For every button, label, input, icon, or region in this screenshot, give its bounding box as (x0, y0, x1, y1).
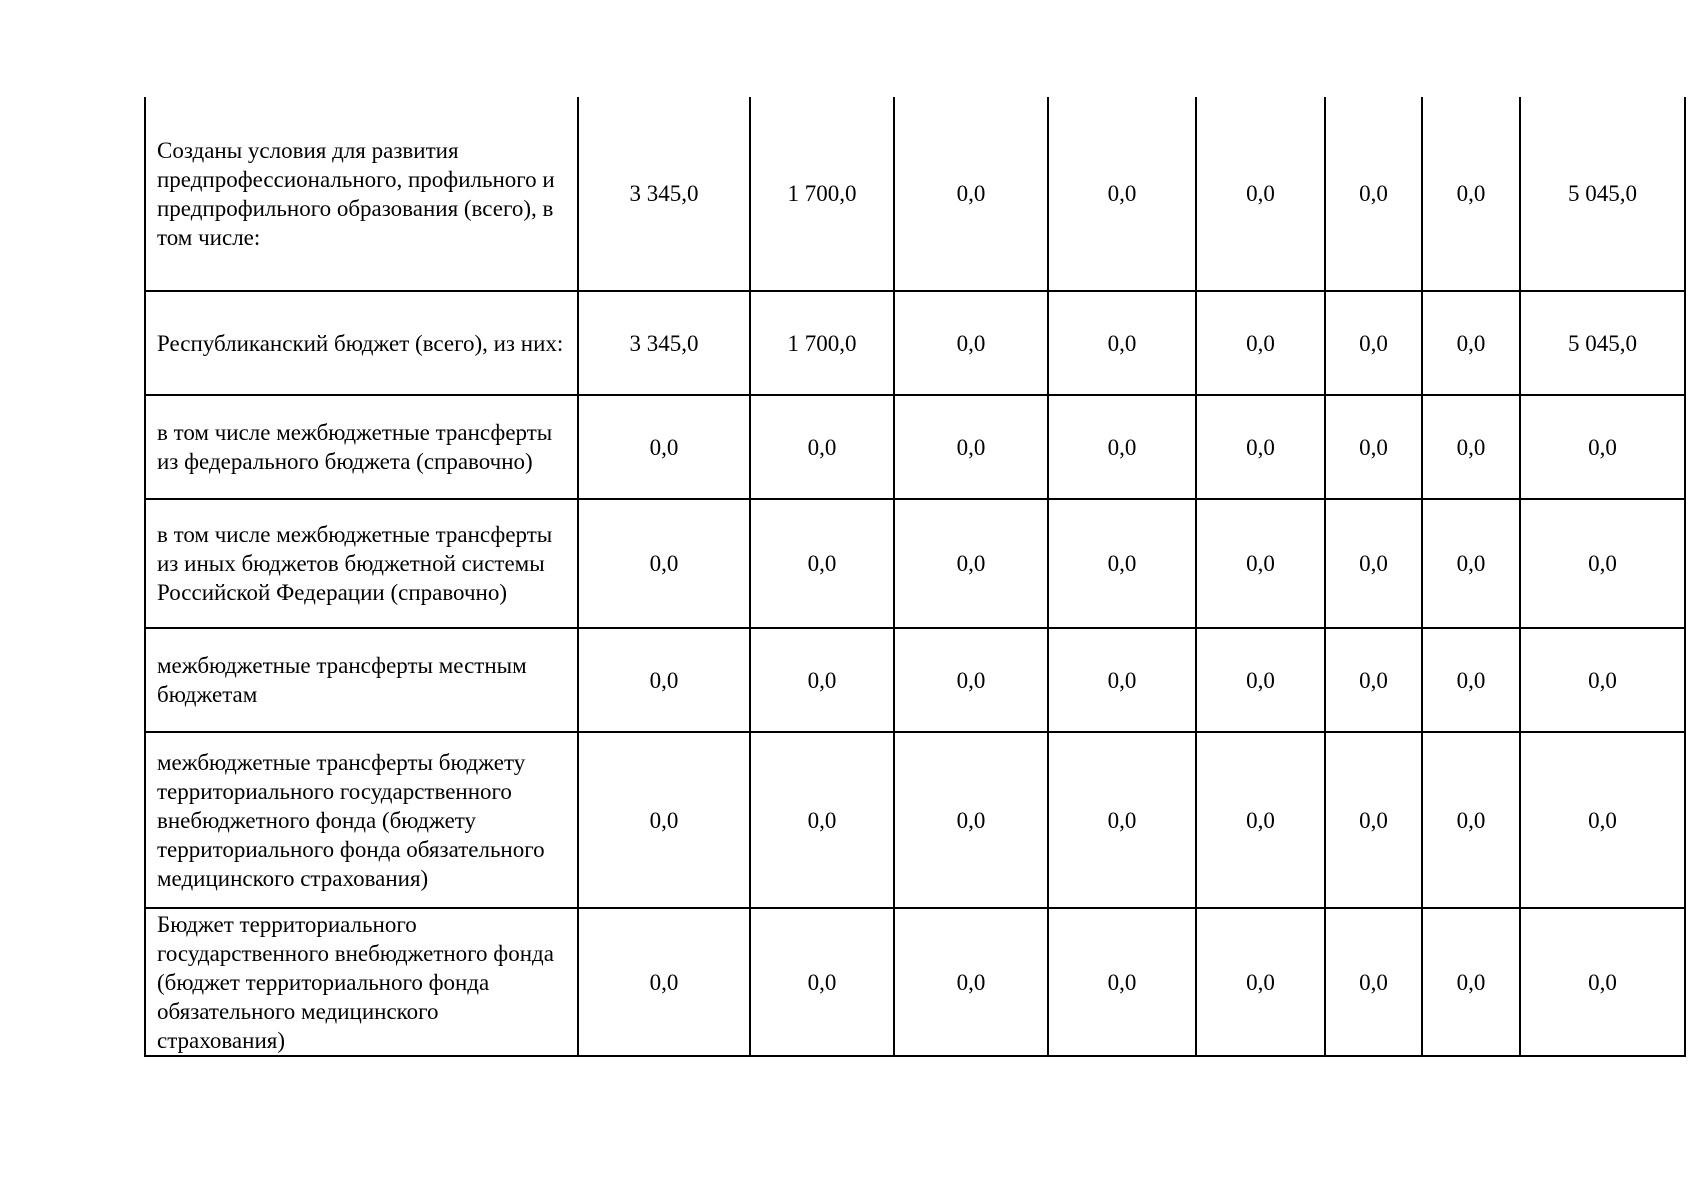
table-cell: 0,0 (1196, 97, 1325, 291)
table-row (145, 499, 1685, 628)
table-cell: 0,0 (578, 499, 750, 628)
table-cell: 0,0 (1520, 628, 1685, 732)
table-cell: 0,0 (1196, 628, 1325, 732)
table-cell: 0,0 (1520, 908, 1685, 1056)
table-cell: 0,0 (1422, 628, 1520, 732)
table-cell: 0,0 (1325, 97, 1422, 291)
row-label (145, 291, 578, 395)
table-cell: 3 345,0 (578, 291, 750, 395)
row-label (145, 732, 578, 908)
table-cell: 0,0 (1422, 908, 1520, 1056)
table-cell: 0,0 (894, 97, 1048, 291)
row-label-text: межбюджетные трансферты местным бюджетам (157, 653, 527, 707)
row-label-text: Созданы условия для развития предпрофессионального, профильного и предпрофильного образования (всего), в том числе: (157, 137, 555, 250)
row-label-text: межбюджетные трансферты бюджету территориального государственного внебюджетного фонда (бюджету территориального фонда обязательного медицинского страхования) (157, 749, 545, 891)
table-cell: 0,0 (1325, 732, 1422, 908)
table-cell: 0,0 (894, 732, 1048, 908)
table-cell: 0,0 (894, 908, 1048, 1056)
table-cell: 0,0 (1048, 732, 1196, 908)
table-cell: 0,0 (1422, 499, 1520, 628)
table-cell: 0,0 (750, 628, 894, 732)
table-row (145, 628, 1685, 732)
table-cell: 0,0 (578, 732, 750, 908)
row-label (145, 499, 578, 628)
table-cell: 0,0 (894, 395, 1048, 499)
table-cell: 0,0 (750, 395, 894, 499)
table-cell: 0,0 (1325, 395, 1422, 499)
table-cell: 0,0 (1325, 499, 1422, 628)
table-cell: 0,0 (1196, 732, 1325, 908)
table-cell: 0,0 (750, 732, 894, 908)
table-cell: 0,0 (1325, 908, 1422, 1056)
table-cell: 0,0 (894, 628, 1048, 732)
table-cell: 5 045,0 (1520, 291, 1685, 395)
row-label (145, 908, 578, 1056)
table-cell: 0,0 (894, 499, 1048, 628)
table-cell: 0,0 (1520, 499, 1685, 628)
table-cell: 1 700,0 (750, 291, 894, 395)
table-row (145, 97, 1685, 291)
table-cell: 0,0 (1048, 395, 1196, 499)
budget-table (144, 97, 1686, 1057)
table-cell: 0,0 (1520, 732, 1685, 908)
table-cell: 0,0 (1422, 732, 1520, 908)
row-label-text: Бюджет территориального государственного внебюджетного фонда (бюджет территориального фонда обязательного медицинского страхования) (157, 911, 554, 1053)
table-cell: 0,0 (1196, 908, 1325, 1056)
table-cell: 0,0 (1196, 499, 1325, 628)
table-cell: 3 345,0 (578, 97, 750, 291)
table-row (145, 732, 1685, 908)
table-cell: 0,0 (578, 908, 750, 1056)
table-cell: 0,0 (1422, 97, 1520, 291)
table-cell: 0,0 (578, 395, 750, 499)
table-cell: 5 045,0 (1520, 97, 1685, 291)
table-row (145, 908, 1685, 1056)
table-cell: 0,0 (750, 908, 894, 1056)
table-cell: 0,0 (578, 628, 750, 732)
table-row (145, 395, 1685, 499)
table-cell: 0,0 (1422, 291, 1520, 395)
table-cell: 0,0 (1196, 395, 1325, 499)
table-cell: 0,0 (1422, 395, 1520, 499)
row-label (145, 628, 578, 732)
table-cell: 0,0 (1520, 395, 1685, 499)
row-label (145, 97, 578, 291)
table-row (145, 291, 1685, 395)
table-cell: 0,0 (894, 291, 1048, 395)
table-cell: 0,0 (1048, 499, 1196, 628)
table-cell: 0,0 (1196, 291, 1325, 395)
table-cell: 0,0 (1048, 628, 1196, 732)
table-cell: 0,0 (1325, 628, 1422, 732)
table-cell: 1 700,0 (750, 97, 894, 291)
row-label (145, 395, 578, 499)
row-label-text: в том числе межбюджетные трансферты из иных бюджетов бюджетной системы Российской Федерации (справочно) (157, 522, 553, 605)
table-cell: 0,0 (1325, 291, 1422, 395)
row-label-text: Республиканский бюджет (всего), из них: (157, 330, 564, 356)
table-cell: 0,0 (1048, 291, 1196, 395)
table-cell: 0,0 (1048, 97, 1196, 291)
table-cell: 0,0 (750, 499, 894, 628)
row-label-text: в том числе межбюджетные трансферты из федерального бюджета (справочно) (157, 420, 553, 474)
table-cell: 0,0 (1048, 908, 1196, 1056)
